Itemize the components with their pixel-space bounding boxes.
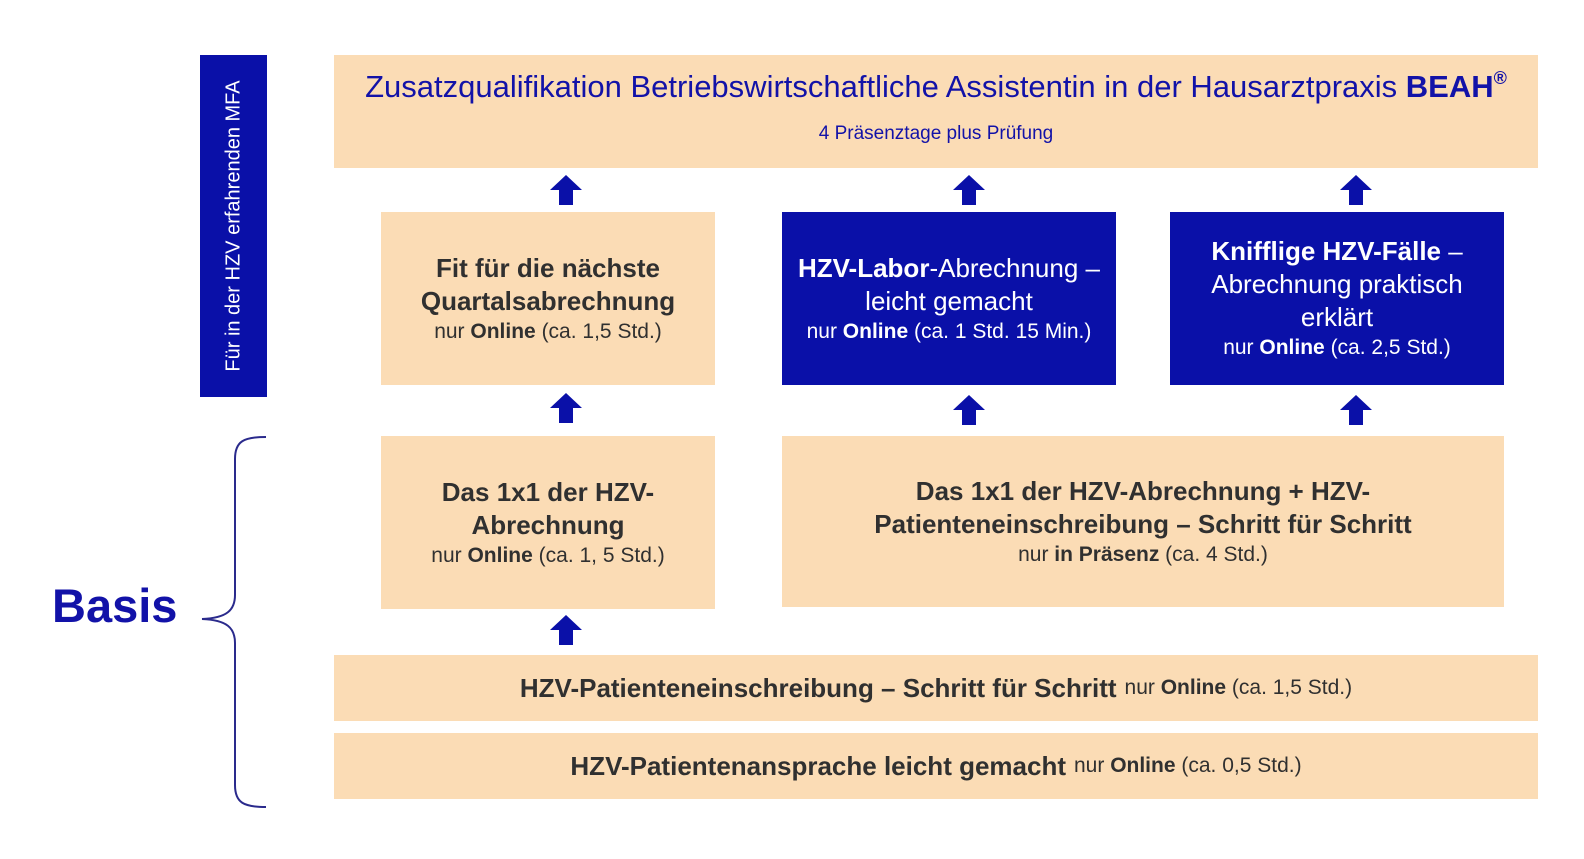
course-mode-line: nur Online (ca. 1, 5 Std.) (431, 543, 665, 567)
course-mode-line: nur Online (ca. 1,5 Std.) (434, 319, 662, 343)
registered-mark: ® (1493, 67, 1507, 88)
top-title-main: Zusatzqualifikation Betriebswirtschaftliche Assistentin in der Hausarztpraxis (365, 69, 1406, 104)
course-box-quartal (381, 212, 715, 385)
arrow-up-icon (1340, 175, 1372, 205)
course-box-ansprache (334, 733, 1538, 799)
course-box-einschreibung (334, 655, 1538, 721)
top-qualification-box (334, 55, 1538, 168)
arrow-up-icon (550, 393, 582, 423)
course-heading: HZV-Labor-Abrechnung – leicht gemacht (797, 252, 1100, 316)
arrow-up-icon (550, 615, 582, 645)
arrow-up-icon (953, 175, 985, 205)
top-title (334, 69, 1538, 105)
course-heading: HZV-Patientenansprache leicht gemacht (570, 750, 1066, 781)
course-heading: Das 1x1 der HZV-Abrechnung (441, 476, 655, 540)
course-mode-line: nur Online (ca. 0,5 Std.) (1074, 754, 1302, 777)
side-label-box (200, 55, 267, 397)
course-heading: Knifflige HZV-Fälle – Abrechnung praktisch erklärt (1211, 236, 1463, 332)
basis-label: Basis (52, 579, 178, 632)
top-title-bold: BEAH (1405, 69, 1494, 104)
course-box-1x1-praesenz (782, 436, 1504, 607)
arrow-up-icon (1340, 395, 1372, 425)
side-label-text: Für in der HZV erfahrenden MFA (222, 80, 244, 372)
course-mode-line: nur in Präsenz (ca. 4 Std.) (1018, 542, 1268, 566)
course-mode-line: nur Online (ca. 1 Std. 15 Min.) (806, 319, 1092, 343)
course-heading: Fit für die nächste Quartalsabrechnung (420, 252, 676, 316)
course-box-knifflig (1170, 212, 1504, 385)
course-heading: Das 1x1 der HZV-Abrechnung + HZV-Patienteneinschreibung – Schritt für Schritt (874, 475, 1412, 539)
arrow-up-icon (550, 175, 582, 205)
top-subtitle: 4 Präsenztage plus Prüfung (818, 123, 1054, 144)
course-box-1x1 (381, 436, 715, 609)
course-box-labor (782, 212, 1116, 385)
curly-brace-icon (200, 435, 270, 810)
arrow-up-icon (953, 395, 985, 425)
course-heading: HZV-Patienteneinschreibung – Schritt für Schritt (519, 672, 1117, 703)
course-mode-line: nur Online (ca. 2,5 Std.) (1223, 336, 1451, 359)
course-mode-line: nur Online (ca. 1,5 Std.) (1124, 676, 1353, 699)
